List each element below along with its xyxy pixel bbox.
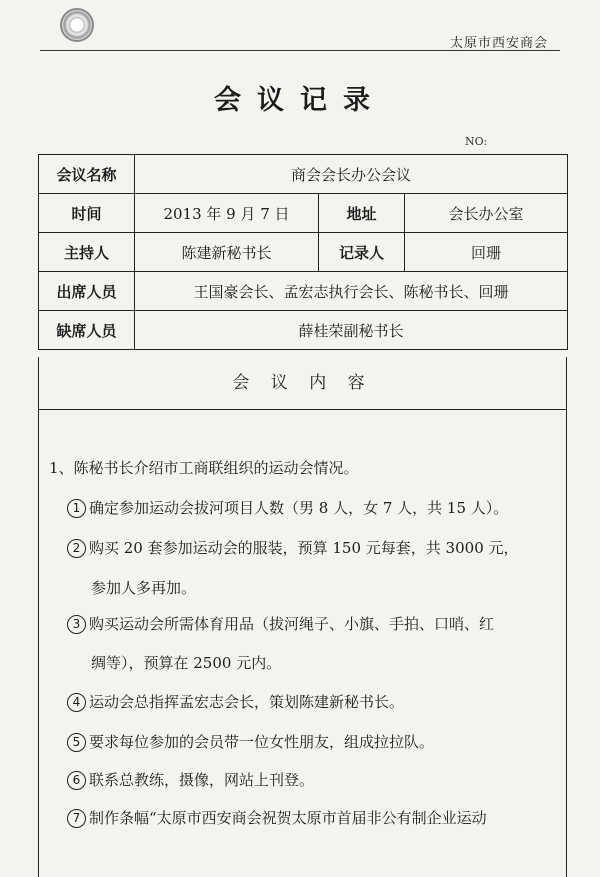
list-item <box>67 497 508 518</box>
page-title: 会议记录 <box>214 85 386 116</box>
table-row <box>39 233 568 272</box>
time-label: 时间 <box>39 194 135 233</box>
circled-number: 4 <box>67 693 86 712</box>
list-item <box>67 537 519 558</box>
meeting-content-section <box>38 357 567 877</box>
circled-number: 5 <box>67 733 86 752</box>
attendees-label: 出席人员 <box>39 272 135 311</box>
list-item-text: 运动会总指挥孟宏志会长，策划陈建新秘书长。 <box>89 693 405 711</box>
circled-number: 6 <box>67 771 86 790</box>
list-item-continuation: 绸等），预算在 2500 元内。 <box>91 654 282 672</box>
content-item-1: 1、陈秘书长介绍市工商联组织的运动会情况。 <box>49 459 359 477</box>
list-item-text: 要求每位参加的会员带一位女性朋友，组成拉拉队。 <box>89 733 435 751</box>
meeting-name-value: 商会会长办公会议 <box>135 155 568 194</box>
header-org-name: 太原市西安商会 <box>449 36 548 51</box>
host-value: 陈建新秘书长 <box>135 233 319 272</box>
list-item <box>67 807 487 828</box>
recorder-value: 回珊 <box>405 233 568 272</box>
absent-value: 薛桂荣副秘书长 <box>135 311 568 350</box>
meeting-name-label: 会议名称 <box>39 155 135 194</box>
content-heading: 会 议 内 容 <box>39 357 566 410</box>
table-row <box>39 194 568 233</box>
record-number-label: NO: <box>465 135 488 148</box>
list-item <box>67 691 404 712</box>
table-row <box>39 311 568 350</box>
place-value: 会长办公室 <box>405 194 568 233</box>
circled-number: 2 <box>67 539 86 558</box>
time-value: 2013 年 9 月 7 日 <box>135 194 319 233</box>
list-item-text: 购买运动会所需体育用品（拔河绳子、小旗、手拍、口哨、红 <box>89 615 495 633</box>
list-item <box>67 613 494 634</box>
chamber-seal-logo <box>60 8 94 42</box>
table-row <box>39 272 568 311</box>
host-label: 主持人 <box>39 233 135 272</box>
attendees-value: 王国豪会长、孟宏志执行会长、陈秘书长、回珊 <box>135 272 568 311</box>
circled-number: 1 <box>67 499 86 518</box>
list-item <box>67 769 314 790</box>
list-item-text: 联系总教练，摄像，网站上刊登。 <box>89 771 315 789</box>
list-item-continuation: 参加人多再加。 <box>91 579 197 597</box>
place-label: 地址 <box>319 194 405 233</box>
list-item <box>67 731 434 752</box>
circled-number: 3 <box>67 615 86 634</box>
list-item-text: 购买 20 套参加运动会的服装，预算 150 元每套，共 3000 元， <box>89 539 519 557</box>
meeting-info-table <box>38 154 568 350</box>
list-item-text: 制作条幅“太原市西安商会祝贺太原市首届非公有制企业运动 <box>89 809 487 827</box>
absent-label: 缺席人员 <box>39 311 135 350</box>
list-item-text: 确定参加运动会拔河项目人数（男 8 人，女 7 人，共 15 人）。 <box>89 499 509 517</box>
table-row <box>39 155 568 194</box>
header-divider <box>40 50 560 51</box>
recorder-label: 记录人 <box>319 233 405 272</box>
circled-number: 7 <box>67 809 86 828</box>
